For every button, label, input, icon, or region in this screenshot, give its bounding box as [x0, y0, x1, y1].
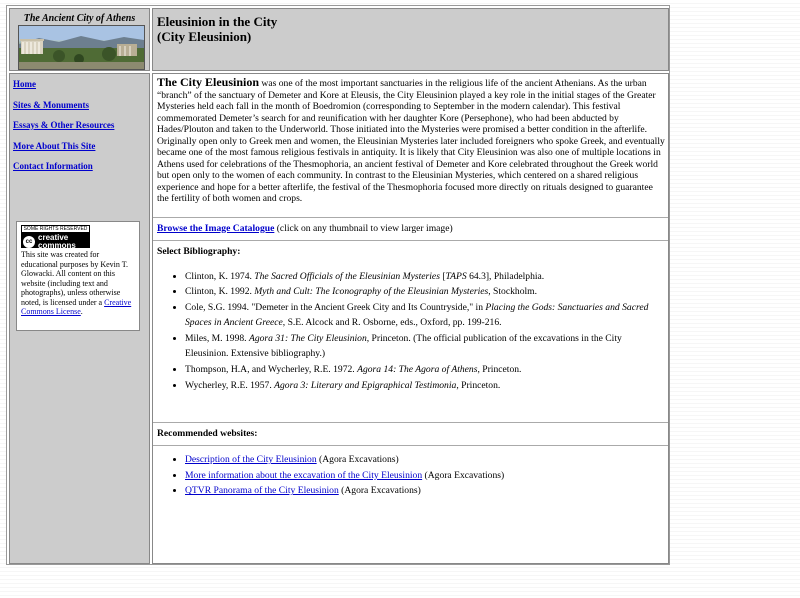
site-logo-title: The Ancient City of Athens [23, 13, 136, 24]
page-title-line2: (City Eleusinion) [157, 29, 252, 44]
divider [153, 445, 668, 446]
athens-landscape-icon[interactable] [18, 25, 145, 70]
link-description-city-eleusinion[interactable]: Description of the City Eleusinion [185, 454, 317, 466]
bibliography-heading: Select Bibliography: [157, 245, 241, 257]
page-title-line1: Eleusinion in the City [157, 14, 278, 29]
link-qtvr-panorama[interactable]: QTVR Panorama of the City Eleusinion [185, 485, 339, 497]
nav-link-sites-monuments[interactable]: Sites & Monuments [13, 99, 89, 110]
license-box [16, 221, 140, 331]
cc-badge-top: SOME RIGHTS RESERVED [21, 225, 90, 233]
page-title [157, 14, 668, 44]
bibliography-list [153, 269, 668, 394]
catalogue-note: (click on any thumbnail to view larger image) [274, 222, 453, 234]
sidebar [9, 73, 150, 564]
nav-link-home[interactable]: Home [13, 79, 36, 89]
list-item: • Thompson, H.A, and Wycherley, R.E. 1972. Agora 14: The Agora of Athens, Princeton. [185, 362, 668, 378]
creative-commons-license-link[interactable]: Creative Commons License [21, 297, 132, 316]
nav-link-essays-resources[interactable]: Essays & Other Resources [13, 120, 115, 130]
websites-list [153, 452, 668, 499]
list-item: • Description of the City Eleusinion (Agora Excavations) [185, 452, 668, 468]
intro-lead: The City Eleusinion [157, 75, 260, 89]
list-item: • Clinton, K. 1974. The Sacred Officials of the Eleusinian Mysteries [TAPS 64.3], Philadelphia. [185, 269, 668, 285]
catalogue-row [153, 218, 668, 240]
intro-paragraph [153, 74, 668, 205]
list-item: • Wycherley, R.E. 1957. Agora 3: Literary and Epigraphical Testimonia, Princeton. [185, 378, 668, 394]
sidebar-nav [13, 79, 149, 172]
list-item: • Miles, M. 1998. Agora 31: The City Eleusinion, Princeton. (The official publication of the excavations in the City Eleusinion. Extensive bibliography.) [185, 331, 668, 362]
link-excavation-info[interactable]: More information about the excavation of the City Eleusinion [185, 469, 423, 481]
main-content [152, 73, 669, 564]
browse-image-catalogue-link[interactable]: Browse the Image Catalogue [157, 222, 275, 234]
creative-commons-badge-icon[interactable] [21, 225, 90, 248]
license-text: This site was created for educational purposes by Kevin T. Glowacki. All content on this website (including text and photographs), unless otherwise noted, is licensed under a [21, 250, 129, 307]
intro-body: was one of the most important sanctuaries in the religious life of the ancient Athenians. As the urban “branch” of the sanctuary of Demeter and Kore at Eleusis, the City Eleusinion played a key role in the initial stages of the Greater Mysteries held each fall in the month of Boedromion (corresponding to September in the modern calendar). This festival commemorated Demeter’s search for and reunification with her daughter Kore (Persephone), who had been abducted by Hades/Plouton and taken to the Underworld. Those initiated into the Mysteries were promised a better condition in the afterlife. Originally open only to Greek men and women, the Eleusinian Mysteries later included foreigners who spoke Greek, and eventually became one of the most famous religious festivals in antiquity. It is likely that City Eleusinion was also one of multiple locations in Athens used for celebrations of the Thesmophoria, an ancient festival of Demeter and Kore celebrated throughout the Greek world but open only to the women of each community. In contrast to the Eleusinian Mysteries, which centered on a shared religious experience and hope for a better afterlife, the festival of the Thesmophoria focused more directly on rituals designed to guarantee the fertility of both women and crops. [157, 78, 665, 204]
websites-heading: Recommended websites: [157, 428, 258, 440]
logo-cell [9, 8, 150, 71]
cc-word-creative: creative [38, 233, 69, 242]
list-item: • QTVR Panorama of the City Eleusinion (Agora Excavations) [185, 483, 668, 499]
nav-link-contact[interactable]: Contact Information [13, 161, 93, 171]
list-item: • Cole, S.G. 1994. "Demeter in the Ancient Greek City and Its Countryside," in Placing the Gods: Sanctuaries and Sacred Spaces in Ancient Greece, S.E. Alcock and R. Osborne, eds., Oxford, pp. 199-216. [185, 300, 668, 331]
page-frame [6, 5, 670, 565]
list-item: • Clinton, K. 1992. Myth and Cult: The Iconography of the Eleusinian Mysteries, Stockholm. [185, 284, 668, 300]
license-end: . [80, 307, 83, 316]
nav-link-about-site[interactable]: More About This Site [13, 140, 96, 151]
list-item: • More information about the excavation of the City Eleusinion (Agora Excavations) [185, 468, 668, 484]
header-cell [152, 8, 669, 71]
cc-symbol: cc [23, 236, 35, 248]
cc-word-commons: commons [38, 241, 76, 250]
